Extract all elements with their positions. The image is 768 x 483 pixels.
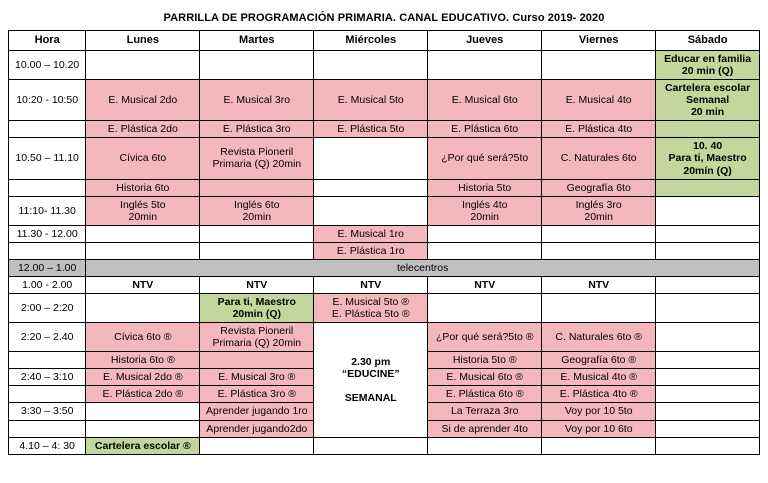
schedule-cell: Revista Pioneril Primaria (Q) 20min bbox=[200, 138, 314, 179]
schedule-cell bbox=[428, 51, 542, 80]
schedule-cell bbox=[200, 179, 314, 196]
time-slot-cell: 12.00 – 1.00 bbox=[9, 259, 86, 276]
schedule-cell: Historia 6to bbox=[86, 179, 200, 196]
time-slot-cell: 10.50 – 11.10 bbox=[9, 138, 86, 179]
schedule-cell: C. Naturales 6to ® bbox=[542, 323, 656, 352]
schedule-cell bbox=[86, 403, 200, 420]
schedule-cell: Inglés 5to 20min bbox=[86, 196, 200, 225]
table-row bbox=[9, 138, 760, 179]
schedule-cell: C. Naturales 6to bbox=[542, 138, 656, 179]
schedule-cell: ¿Por qué será?5to ® bbox=[428, 323, 542, 352]
schedule-cell bbox=[86, 420, 200, 437]
schedule-cell bbox=[428, 225, 542, 242]
schedule-cell: NTV bbox=[86, 276, 200, 293]
table-header bbox=[9, 31, 760, 51]
table-row bbox=[9, 259, 760, 276]
schedule-cell: Voy por 10 5to bbox=[542, 403, 656, 420]
table-row bbox=[9, 276, 760, 293]
table-row bbox=[9, 323, 760, 352]
schedule-cell: NTV bbox=[542, 276, 656, 293]
schedule-cell bbox=[200, 242, 314, 259]
schedule-cell bbox=[428, 242, 542, 259]
column-header-jueves: Jueves bbox=[428, 31, 542, 51]
table-row bbox=[9, 294, 760, 323]
schedule-cell bbox=[200, 51, 314, 80]
schedule-cell bbox=[314, 51, 428, 80]
time-slot-cell: 2:40 – 3:10 bbox=[9, 369, 86, 386]
time-slot-cell bbox=[9, 179, 86, 196]
schedule-cell bbox=[314, 196, 428, 225]
schedule-cell: Historia 6to ® bbox=[86, 352, 200, 369]
schedule-cell: E. Musical 5to bbox=[314, 80, 428, 121]
schedule-cell: E. Musical 6to bbox=[428, 80, 542, 121]
column-header-martes: Martes bbox=[200, 31, 314, 51]
schedule-cell: Revista Pioneril Primaria (Q) 20min bbox=[200, 323, 314, 352]
table-row bbox=[9, 437, 760, 454]
schedule-cell bbox=[656, 196, 760, 225]
schedule-cell: E. Musical 3ro ® bbox=[200, 369, 314, 386]
schedule-cell: E. Plástica 4to ® bbox=[542, 386, 656, 403]
schedule-cell: Para ti, Maestro 20min (Q) bbox=[200, 294, 314, 323]
schedule-cell bbox=[86, 51, 200, 80]
schedule-cell: E. Musical 2do bbox=[86, 80, 200, 121]
programming-schedule-table bbox=[8, 30, 760, 455]
time-slot-cell: 2:20 – 2.40 bbox=[9, 323, 86, 352]
schedule-cell: Si de aprender 4to bbox=[428, 420, 542, 437]
table-row bbox=[9, 179, 760, 196]
schedule-cell: E. Plástica 3ro bbox=[200, 121, 314, 138]
schedule-cell: E. Musical 4to ® bbox=[542, 369, 656, 386]
schedule-cell bbox=[314, 437, 428, 454]
schedule-cell bbox=[656, 403, 760, 420]
time-slot-cell bbox=[9, 242, 86, 259]
schedule-cell: 10. 40 Para ti, Maestro 20mín (Q) bbox=[656, 138, 760, 179]
time-slot-cell: 11:10- 11.30 bbox=[9, 196, 86, 225]
schedule-cell: E. Plástica 4to bbox=[542, 121, 656, 138]
schedule-cell: Cartelera escolar ® bbox=[86, 437, 200, 454]
schedule-cell: NTV bbox=[428, 276, 542, 293]
schedule-cell bbox=[542, 437, 656, 454]
time-slot-cell: 4.10 – 4: 30 bbox=[9, 437, 86, 454]
schedule-cell bbox=[656, 420, 760, 437]
schedule-cell: La Terraza 3ro bbox=[428, 403, 542, 420]
schedule-cell bbox=[656, 294, 760, 323]
table-body bbox=[9, 51, 760, 455]
schedule-cell: E. Musical 4to bbox=[542, 80, 656, 121]
time-slot-cell bbox=[9, 386, 86, 403]
schedule-cell bbox=[656, 242, 760, 259]
table-row bbox=[9, 196, 760, 225]
schedule-cell bbox=[314, 138, 428, 179]
schedule-cell: Cívica 6to bbox=[86, 138, 200, 179]
schedule-cell bbox=[542, 225, 656, 242]
schedule-cell bbox=[428, 294, 542, 323]
time-slot-cell: 10:20 - 10:50 bbox=[9, 80, 86, 121]
schedule-cell: E. Musical 3ro bbox=[200, 80, 314, 121]
schedule-cell: E. Musical 6to ® bbox=[428, 369, 542, 386]
schedule-cell bbox=[200, 437, 314, 454]
schedule-cell: Cartelera escolar Semanal 20 min bbox=[656, 80, 760, 121]
schedule-cell: ¿Por qué será?5to bbox=[428, 138, 542, 179]
schedule-cell: Geografía 6to bbox=[542, 179, 656, 196]
schedule-cell bbox=[428, 437, 542, 454]
time-slot-cell: 2:00 – 2:20 bbox=[9, 294, 86, 323]
table-row bbox=[9, 80, 760, 121]
schedule-cell bbox=[656, 323, 760, 352]
schedule-cell: Inglés 4to 20min bbox=[428, 196, 542, 225]
schedule-cell: Geografía 6to ® bbox=[542, 352, 656, 369]
schedule-cell: Inglés 6to 20min bbox=[200, 196, 314, 225]
schedule-cell bbox=[656, 386, 760, 403]
schedule-cell-educine: 2.30 pm “EDUCINE” SEMANAL bbox=[314, 323, 428, 437]
schedule-cell: E. Plástica 2do ® bbox=[86, 386, 200, 403]
table-row bbox=[9, 242, 760, 259]
schedule-cell: E. Plástica 6to bbox=[428, 121, 542, 138]
schedule-cell: E. Musical 2do ® bbox=[86, 369, 200, 386]
column-header-miercoles: Miércoles bbox=[314, 31, 428, 51]
schedule-cell bbox=[86, 294, 200, 323]
schedule-cell: NTV bbox=[314, 276, 428, 293]
table-row bbox=[9, 51, 760, 80]
schedule-cell: Historia 5to bbox=[428, 179, 542, 196]
schedule-cell bbox=[86, 225, 200, 242]
schedule-cell: Inglés 3ro 20min bbox=[542, 196, 656, 225]
column-header-lunes: Lunes bbox=[86, 31, 200, 51]
schedule-cell: Aprender jugando2do bbox=[200, 420, 314, 437]
time-slot-cell bbox=[9, 352, 86, 369]
schedule-cell bbox=[542, 294, 656, 323]
time-slot-cell bbox=[9, 420, 86, 437]
table-row bbox=[9, 225, 760, 242]
schedule-cell: Cívica 6to ® bbox=[86, 323, 200, 352]
schedule-cell: NTV bbox=[200, 276, 314, 293]
schedule-cell: Educar en familia 20 min (Q) bbox=[656, 51, 760, 80]
time-slot-cell: 11.30 - 12.00 bbox=[9, 225, 86, 242]
schedule-cell: E. Plástica 2do bbox=[86, 121, 200, 138]
schedule-cell: E. Plástica 5to bbox=[314, 121, 428, 138]
schedule-cell bbox=[200, 352, 314, 369]
schedule-cell: Historia 5to ® bbox=[428, 352, 542, 369]
schedule-cell bbox=[86, 242, 200, 259]
table-header-row bbox=[9, 31, 760, 51]
table-row bbox=[9, 121, 760, 138]
schedule-cell bbox=[314, 179, 428, 196]
schedule-cell: Aprender jugando 1ro bbox=[200, 403, 314, 420]
time-slot-cell: 3:30 – 3:50 bbox=[9, 403, 86, 420]
schedule-cell bbox=[656, 276, 760, 293]
schedule-cell bbox=[656, 369, 760, 386]
schedule-cell: E. Musical 1ro bbox=[314, 225, 428, 242]
column-header-viernes: Viernes bbox=[542, 31, 656, 51]
schedule-cell: E. Plástica 6to ® bbox=[428, 386, 542, 403]
schedule-cell bbox=[542, 242, 656, 259]
schedule-cell bbox=[656, 179, 760, 196]
schedule-cell-merged: telecentros bbox=[86, 259, 760, 276]
schedule-cell bbox=[656, 121, 760, 138]
time-slot-cell: 10.00 – 10.20 bbox=[9, 51, 86, 80]
schedule-cell: E. Plástica 3ro ® bbox=[200, 386, 314, 403]
time-slot-cell bbox=[9, 121, 86, 138]
schedule-cell: Voy por 10 6to bbox=[542, 420, 656, 437]
time-slot-cell: 1.00 - 2.00 bbox=[9, 276, 86, 293]
column-header-sabado: Sábado bbox=[656, 31, 760, 51]
page-title: PARRILLA DE PROGRAMACIÓN PRIMARIA. CANAL EDUCATIVO. Curso 2019- 2020 bbox=[163, 12, 605, 24]
schedule-cell bbox=[656, 225, 760, 242]
schedule-cell bbox=[542, 51, 656, 80]
column-header-hora: Hora bbox=[9, 31, 86, 51]
schedule-cell bbox=[200, 225, 314, 242]
schedule-cell bbox=[656, 352, 760, 369]
schedule-cell: E. Plástica 1ro bbox=[314, 242, 428, 259]
schedule-cell bbox=[656, 437, 760, 454]
schedule-cell: E. Musical 5to ® E. Plástica 5to ® bbox=[314, 294, 428, 323]
